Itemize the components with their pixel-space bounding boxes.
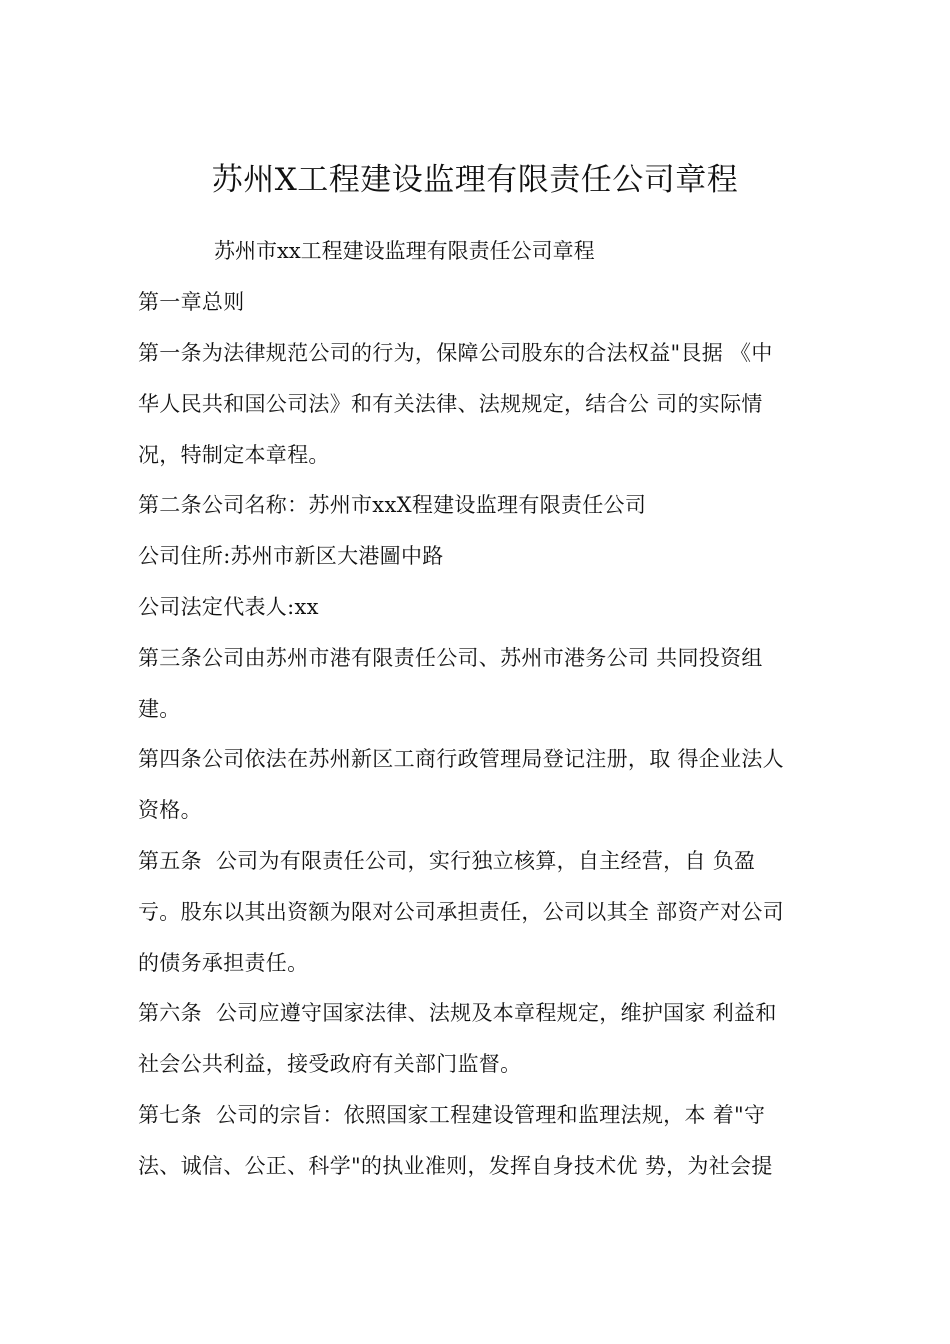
text-line: 况，特制定本章程。 bbox=[138, 443, 330, 467]
text-line: 第五条 公司为有限责任公司，实行独立核算，自主经营，自 负盈 bbox=[138, 849, 756, 873]
text-line: 亏。股东以其出资额为限对公司承担责任，公司以其全 部资产对公司 bbox=[138, 900, 784, 924]
text-line: 第四条公司依法在苏州新区工商行政管理局登记注册，取 得企业法人 bbox=[138, 747, 784, 771]
text-line: 第一条为法律规范公司的行为，保障公司股东的合法权益"艮据 《中 bbox=[138, 341, 773, 365]
text-line: 第二条公司名称：苏州市xxX程建设监理有限责任公司 bbox=[138, 493, 647, 517]
text-line: 社会公共利益，接受政府有关部门监督。 bbox=[138, 1052, 522, 1076]
text-line: 资格。 bbox=[138, 798, 202, 822]
document-title: 苏州X工程建设监理有限责任公司章程 bbox=[211, 162, 739, 198]
text-line: 的债务承担责任。 bbox=[138, 951, 309, 975]
text-line: 华人民共和国公司法》和有关法律、法规规定，结合公 司的实际情 bbox=[138, 392, 763, 416]
text-line: 公司住所:苏州市新区大港圖中路 bbox=[138, 544, 444, 568]
text-line: 法、诚信、公正、科学"的执业准则，发挥自身技术优 势，为社会提 bbox=[138, 1154, 773, 1178]
text-line: 公司法定代表人:xx bbox=[138, 595, 319, 619]
text-line: 建。 bbox=[138, 697, 181, 721]
chapter-heading: 第一章总则 bbox=[138, 290, 245, 314]
text-line: 第三条公司由苏州市港有限责任公司、苏州市港务公司 共同投资组 bbox=[138, 646, 763, 670]
text-line: 第七条 公司的宗旨：依照国家工程建设管理和监理法规，本 着"守 bbox=[138, 1103, 766, 1127]
document-subtitle: 苏州市xx工程建设监理有限责任公司章程 bbox=[214, 239, 595, 263]
text-line: 第六条 公司应遵守国家法律、法规及本章程规定，维护国家 利益和 bbox=[138, 1001, 777, 1025]
